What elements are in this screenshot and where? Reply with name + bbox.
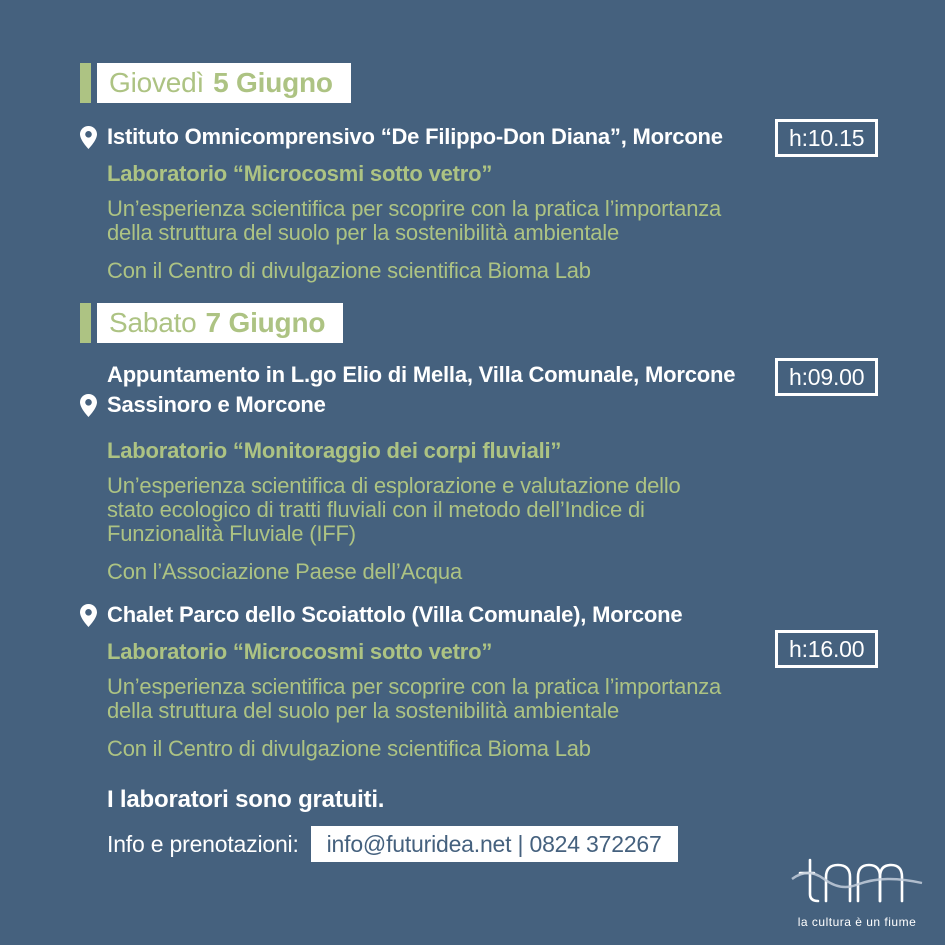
location-pin-icon (80, 122, 107, 154)
event-partner: Con il Centro di divulgazione scientifica Bioma Lab (107, 258, 591, 283)
event-block (80, 122, 780, 283)
footer-info-row (107, 826, 678, 862)
location-pin-icon (80, 600, 107, 632)
event-description-line: stato ecologico di tratti fluviali con il metodo dell’Indice di (107, 497, 645, 522)
event-location: Istituto Omnicomprensivo “De Filippo-Don Diana”, Morcone (107, 124, 723, 149)
lam-logo-mark (790, 857, 924, 909)
event-description-line: Funzionalità Fluviale (IFF) (107, 521, 356, 546)
event-partner: Con l’Associazione Paese dell’Acqua (107, 559, 462, 584)
event-partner: Con il Centro di divulgazione scientifica Bioma Lab (107, 736, 591, 761)
event-block (80, 360, 780, 584)
time-badge: h:16.00 (775, 630, 878, 668)
event-location-row (80, 600, 780, 632)
event-location-row (80, 122, 780, 154)
section-title-box (97, 63, 351, 103)
section-accent-bar (80, 63, 91, 103)
section-title-box (97, 303, 343, 343)
footer-free-note: I laboratori sono gratuiti. (107, 786, 385, 813)
event-description-line: Un’esperienza scientifica per scoprire con la pratica l’importanza (107, 196, 722, 221)
event-description-line: della struttura del suolo per la sostenibilità ambientale (107, 220, 620, 245)
event-location-row (80, 360, 780, 390)
event-location: Appuntamento in L.go Elio di Mella, Villa Comunale, Morcone (107, 362, 736, 387)
section-date: 5 Giugno (213, 67, 333, 98)
event-description (107, 474, 780, 546)
lam-logo (785, 857, 929, 929)
section-day: Giovedì (109, 67, 205, 98)
time-badge: h:10.15 (775, 119, 878, 157)
section-day: Sabato (109, 307, 197, 338)
logo-tagline: la cultura è un fiume (797, 915, 917, 929)
event-location: Sassinoro e Morcone (107, 392, 326, 417)
event-location: Chalet Parco dello Scoiattolo (Villa Comunale), Morcone (107, 602, 683, 627)
event-lab-title: Laboratorio “Microcosmi sotto vetro” (107, 639, 493, 664)
section-header-giovedi (80, 63, 351, 103)
time-badge: h:09.00 (775, 358, 878, 396)
event-block (80, 600, 780, 761)
event-description-line: Un’esperienza scientifica per scoprire con la pratica l’importanza (107, 674, 722, 699)
section-accent-bar (80, 303, 91, 343)
section-date: 7 Giugno (205, 307, 326, 338)
location-pin-icon (80, 390, 107, 422)
event-lab-title: Laboratorio “Microcosmi sotto vetro” (107, 161, 493, 186)
event-description (107, 675, 780, 723)
event-description-line: Un’esperienza scientifica di esplorazione e valutazione dello (107, 473, 681, 498)
section-header-sabato (80, 303, 343, 343)
footer (80, 786, 678, 862)
event-description (107, 197, 780, 245)
event-lab-title: Laboratorio “Monitoraggio dei corpi fluviali” (107, 438, 562, 463)
event-description-line: della struttura del suolo per la sostenibilità ambientale (107, 698, 620, 723)
pin-spacer (80, 360, 107, 364)
footer-contact: info@futuridea.net | 0824 372267 (311, 826, 678, 862)
event-location-row (80, 390, 780, 422)
footer-info-label: Info e prenotazioni: (107, 830, 299, 857)
